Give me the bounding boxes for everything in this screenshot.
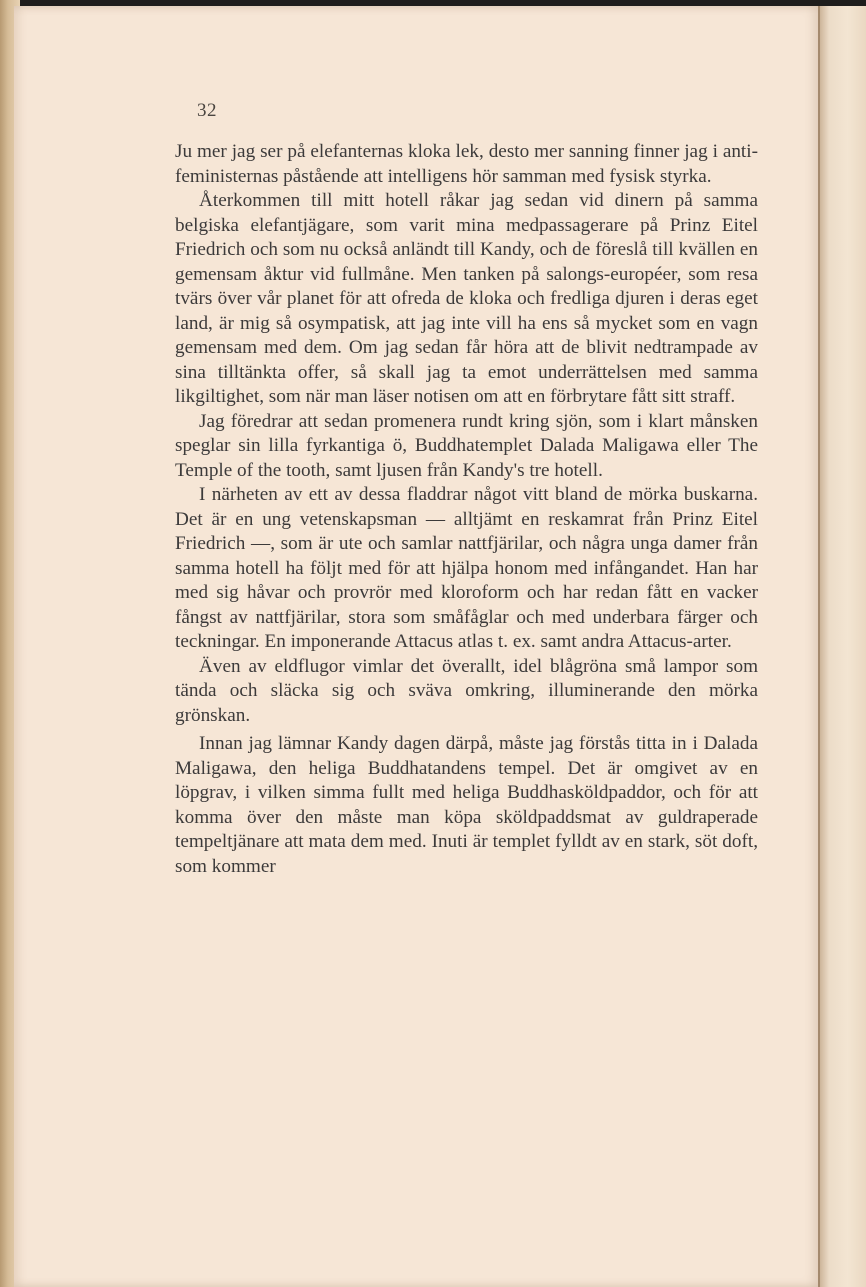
paragraph-4: I närheten av ett av dessa fladdrar något vitt bland de mörka buskarna. Det är en ung vetenskapsman — alltjämt en reskamrat från Prinz Eitel Friedrich —, som är ute och samlar nattfjärilar, och några unga damer från samma hotell ha följt med för att hjälpa honom med infångandet. Han har med sig håvar och provrör med kloroform och har redan fått en vacker fångst av nattfjärilar, stora som småfåglar och med underbara färger och teckningar. En imponerande Attacus atlas t. ex. samt andra Attacus-arter. (175, 484, 758, 652)
paragraph-1: Ju mer jag ser på elefanternas kloka lek, desto mer sanning finner jag i anti-feministernas påstående att intelligens hör samman med fysisk styrka. (175, 141, 758, 187)
paragraph-5: Även av eldflugor vimlar det överallt, idel blågröna små lampor som tända och släcka sig och sväva omkring, illuminerande den mörka grönskan. (175, 655, 758, 726)
adjacent-page-edge (820, 6, 866, 1287)
paragraph-3: Jag föredrar att sedan promenera rundt kring sjön, som i klart månsken speglar sin lilla fyrkantiga ö, Buddhatemplet Dalada Maligawa eller The Temple of the tooth, samt ljusen från Kandy's tre hotell. (175, 410, 758, 481)
paragraph-2: Återkommen till mitt hotell råkar jag sedan vid dinern på samma belgiska elefantjägare, som varit mina medpassagerare på Prinz Eitel Friedrich och som nu också anländt till Kandy, och de föreslå till kvällen en gemensam åktur vid fullmåne. Men tanken på salongs-européer, som resa tvärs över vår planet för att ofreda de kloka och fredliga djuren i deras eget land, är mig så osympatisk, att jag inte vill ha ens så mycket som en vagn gemensam med dem. Om jag sedan får höra att de blivit nedtrampade av sina tilltänkta offer, så skall jag ta emot underrättelsen med samma likgiltighet, som när man läser notisen om att en förbrytare fått sitt straff. (175, 190, 758, 407)
paragraph-6: Innan jag lämnar Kandy dagen därpå, måste jag förstås titta in i Dalada Maligawa, den heliga Buddhatandens tempel. Det är omgivet av en löpgrav, i vilken simma fullt med heliga Buddhasköldpaddor, och för att komma över den måste man köpa sköldpaddsmat av guldraperade tempeltjänare att mata dem med. Inuti är templet fylldt av en stark, söt doft, som kommer (175, 733, 758, 877)
page-number: 32 (197, 100, 217, 121)
body-text (175, 140, 758, 879)
